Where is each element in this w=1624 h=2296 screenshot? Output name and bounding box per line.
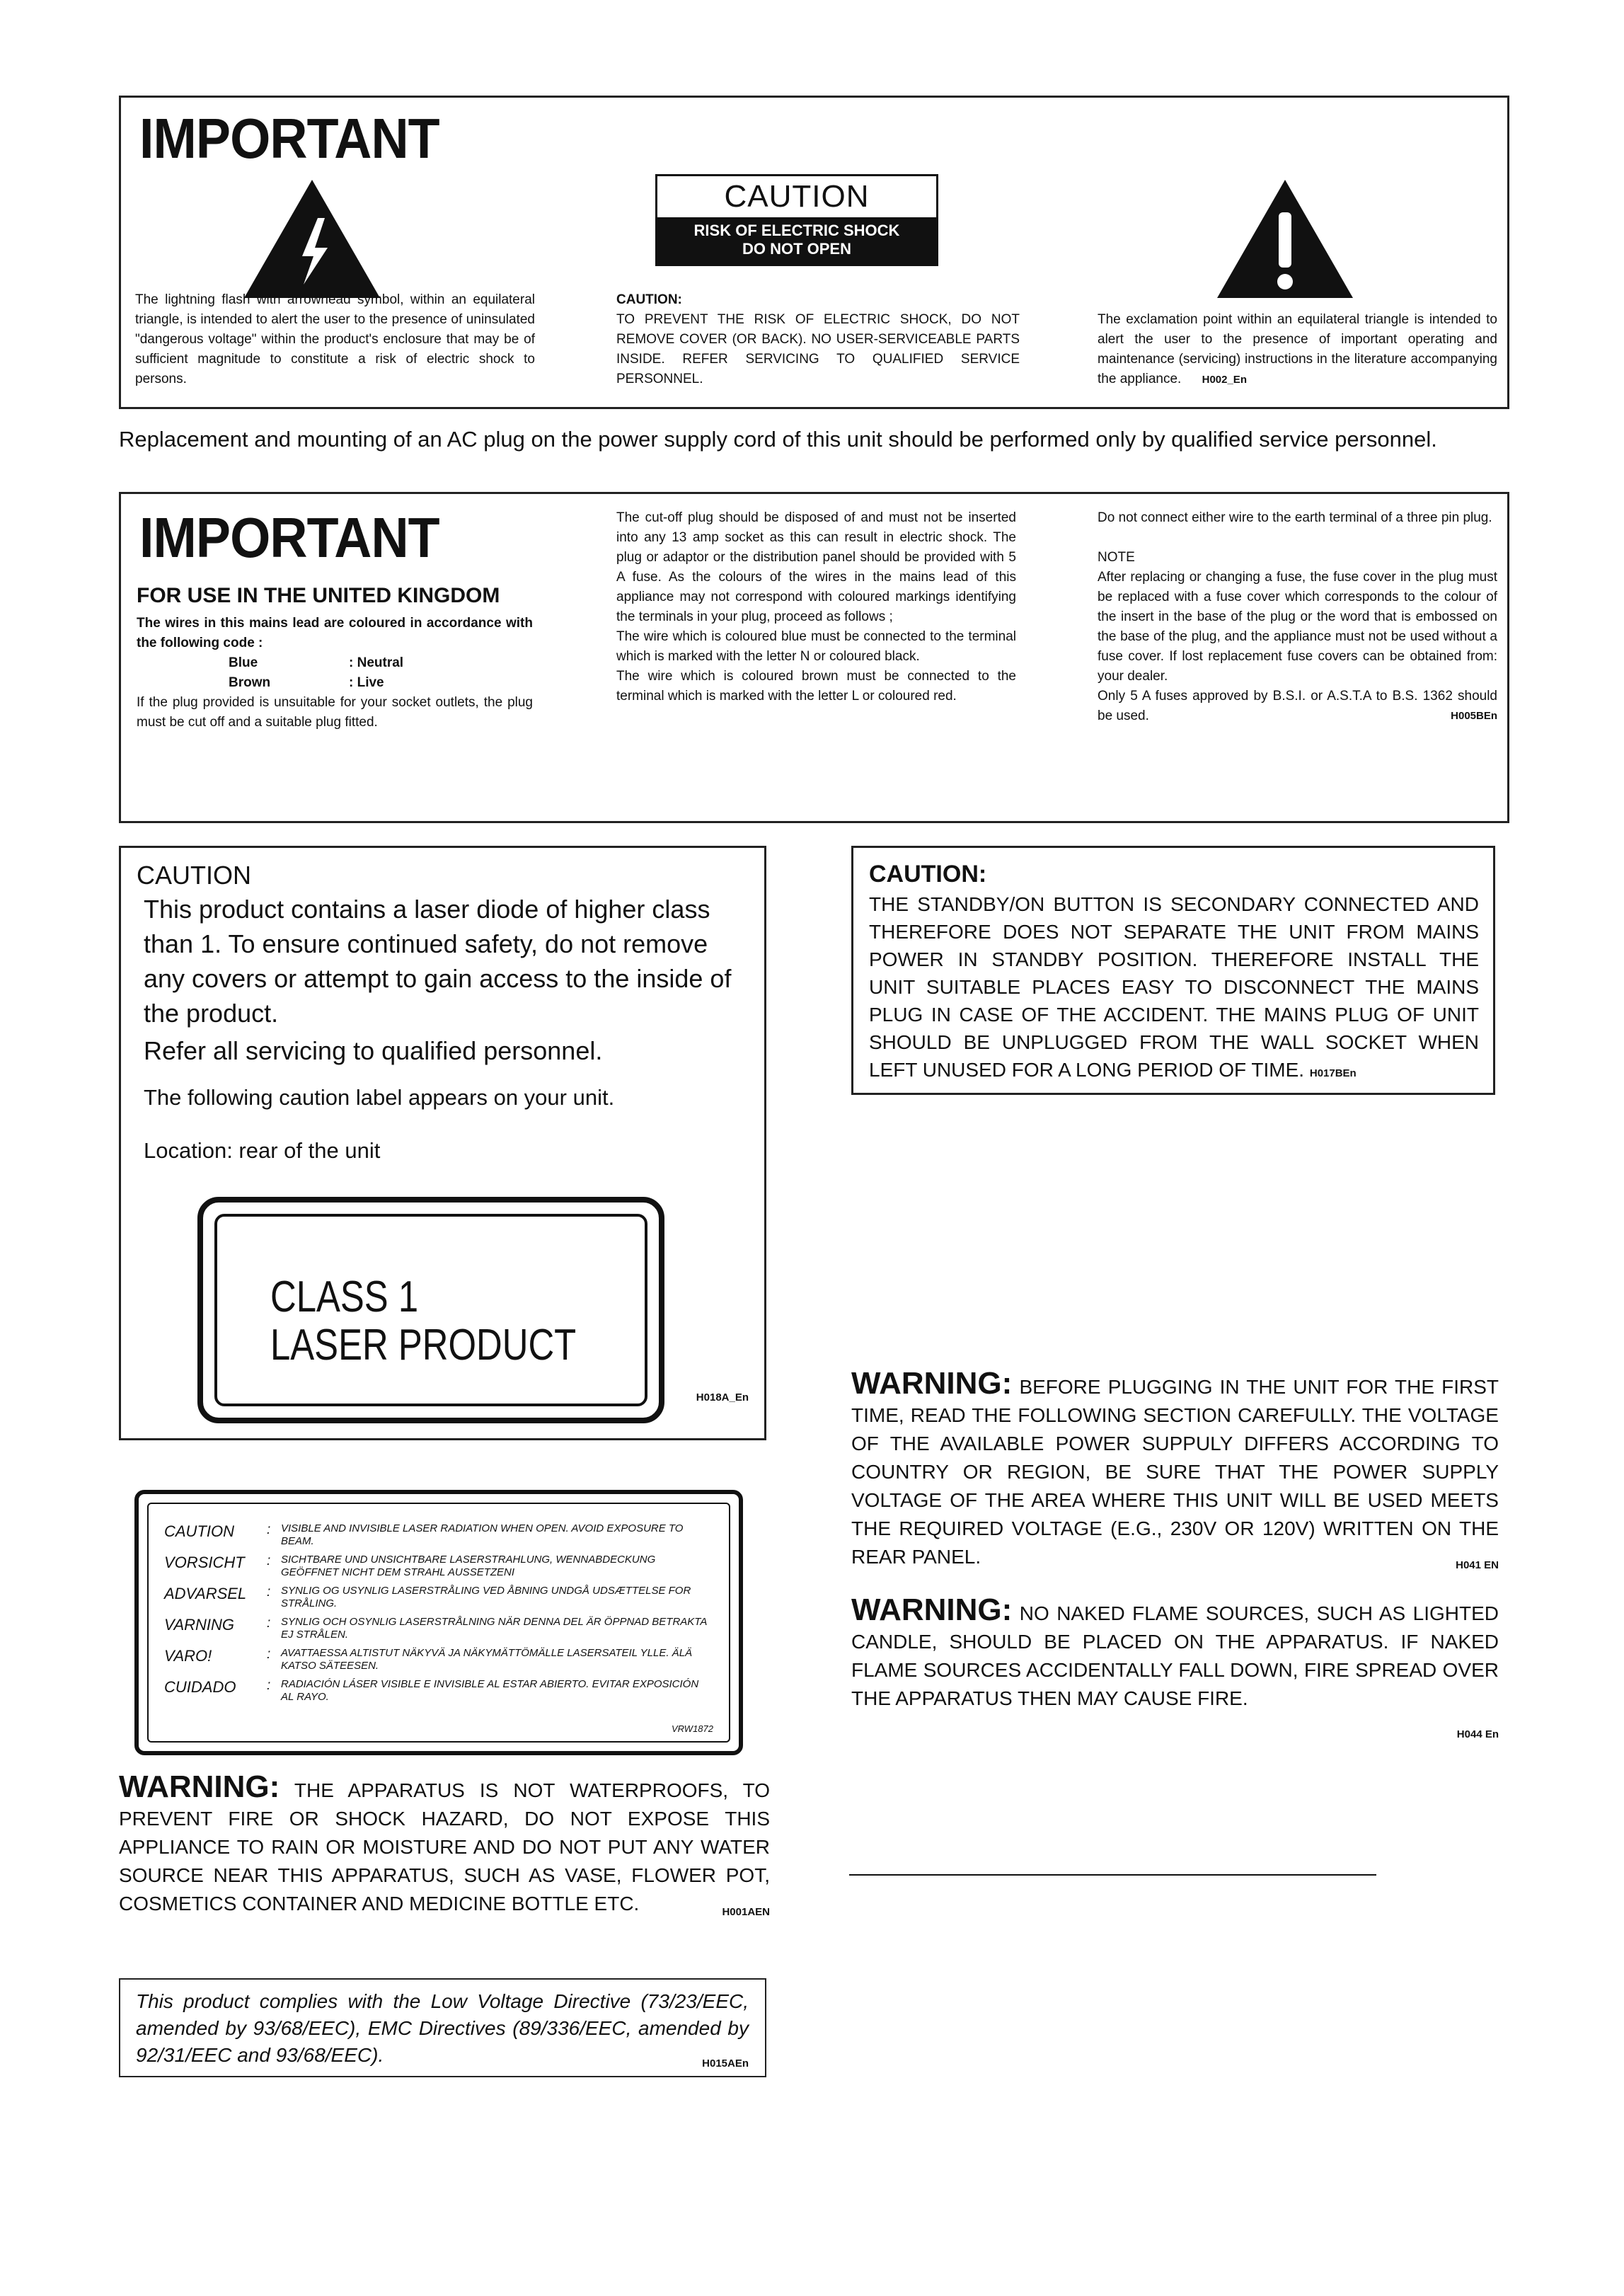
caution-label-top: CAUTION [724, 179, 870, 214]
box2-code: H005BEn [1451, 710, 1497, 722]
laser-row-key: CUIDADO [164, 1678, 236, 1696]
cutoff-plug-text: The cut-off plug should be disposed of and must not be inserted into any 13 amp socket as this can result in electric shock. The plug or adaptor or the distribution panel should be provided with 5 A fuse. As the colours of the wires in the mains lead of this appliance may not correspond with coloured markings identifying the terminals in your plug, proceed as follows ; [616, 510, 1016, 624]
laser-row-key: VARNING [164, 1616, 235, 1634]
class1-label-outer [197, 1197, 664, 1423]
laser-row-caution: CAUTION : VISIBLE AND INVISIBLE LASER RADIATION WHEN OPEN. AVOID EXPOSURE TO BEAM. [164, 1522, 713, 1548]
laser-caution-heading: CAUTION [137, 861, 251, 890]
important-uk-title: IMPORTANT [139, 506, 439, 569]
laser-caution-box [119, 846, 766, 1440]
wire-blue-value: : Neutral [349, 655, 404, 670]
flame-warning [851, 1592, 1499, 1713]
waterproof-warning [119, 1769, 770, 1927]
laser-diode-text: This product contains a laser diode of higher class than 1. To ensure continued safety, do not remove any covers or attempt to gain access to the inside of the product. [144, 895, 732, 1028]
voltage-code: H041 EN [1456, 1559, 1499, 1571]
directive-box [119, 1978, 766, 2077]
fuse-cover-text: After replacing or changing a fuse, the fuse cover in the plug must be replaced with a fuse cover which corresponds to the colour of the insert in the base of the plug or the word that is embossed on the base of the plug, and the appliance must not be used without a fuse cover. If lost replacement fuse covers can be obtained from: your dealer. [1098, 570, 1497, 684]
caution-center-text: TO PREVENT THE RISK OF ELECTRIC SHOCK, DO NOT REMOVE COVER (OR BACK). NO USER-SERVICEABLE PARTS INSIDE. REFER SERVICING TO QUALIFIED SERVICE PERSONNEL. [616, 312, 1020, 386]
exclamation-text: The exclamation point within an equilateral triangle is intended to alert the user to the presence of important operating and maintenance (servicing) instructions in the literature accompanying the appliance. [1098, 312, 1497, 386]
fuse-approved-row [1098, 687, 1497, 726]
voltage-warning-word: WARNING: [851, 1366, 1013, 1401]
caution-label-line1: RISK OF ELECTRIC SHOCK [693, 222, 900, 239]
location-text: Location: rear of the unit [144, 1138, 381, 1163]
uk-col2 [616, 508, 1016, 706]
directive-code: H015AEn [702, 2057, 749, 2070]
laser-product-text: LASER PRODUCT [270, 1321, 577, 1370]
fuse-approved-text: Only 5 A fuses approved by B.S.I. or A.S.T.A to B.S. 1362 should be used. [1098, 689, 1497, 723]
standby-text: THE STANDBY/ON BUTTON IS SECONDARY CONNECTED AND THEREFORE DOES NOT SEPARATE THE UNIT FROM MAINS POWER IN STANDBY POSITION. THEREFORE INSTALL THE UNIT SUITABLE PLACES EASY TO DISCONNECT THE MAINS PLUG IN CASE OF THE ACCIDENT. THE MAINS PLUG OF UNIT SHOULD BE UNPLUGGED FROM THE WALL SOCKET WHEN LEFT UNUSED FOR A LONG PERIOD OF TIME. [869, 893, 1479, 1081]
replacement-notice: Replacement and mounting of an AC plug on the power supply cord of this unit should be performed only by qualified service personnel. [119, 427, 1437, 452]
laser-row-text: SYNLIG OCH OSYNLIG LASERSTRÅLNING NÄR DENNA DEL ÄR ÖPPNAD BETRAKTA EJ STRÅLEN. [281, 1616, 707, 1641]
standby-text-block [869, 890, 1479, 1087]
plug-unsuitable-text: If the plug provided is unsuitable for your socket outlets, the plug must be cut off and a suitable plug fitted. [137, 695, 533, 730]
laser-row-text: SICHTBARE UND UNSICHTBARE LASERSTRAHLUNG, WENNABDECKUNG GEÖFFNET NICHT DEM STRAHL AUSSETZENI [281, 1554, 656, 1578]
lightning-warning-icon [241, 177, 383, 301]
laser-warning-label-inner [147, 1503, 730, 1743]
wires-intro: The wires in this mains lead are coloured in accordance with the following code : [137, 616, 533, 650]
electric-shock-caution-label [655, 174, 938, 266]
wire-blue-label: Blue [229, 655, 258, 670]
laser-warning-rows [164, 1522, 713, 1709]
divider-line [849, 1874, 1376, 1876]
laser-row-key: VARO! [164, 1647, 212, 1665]
standby-caution-heading: CAUTION: [869, 861, 987, 888]
directive-text: This product complies with the Low Voltage Directive (73/23/EEC, amended by 93/68/EEC), EMC Directives (89/336/EEC, amended by 92/31/EEC and 93/68/EEC). [136, 1990, 749, 2066]
caution-label-bottom [657, 217, 936, 264]
lightning-description: The lightning flash with arrowhead symbol, within an equilateral triangle, is intended to alert the user to the presence of uninsulated "dangerous voltage" within the product's enclosure that may be of sufficient magnitude to constitute a risk of electric shock to persons. [135, 292, 535, 386]
voltage-warning [851, 1366, 1499, 1580]
flame-code: H044 En [1456, 1728, 1499, 1740]
laser-warning-label [134, 1490, 743, 1755]
flame-warning-word: WARNING: [851, 1592, 1013, 1627]
wire-brown-row [137, 673, 533, 693]
uk-col1 [137, 582, 533, 733]
laser-row-key: VORSICHT [164, 1554, 245, 1571]
waterproof-code: H001AEN [722, 1906, 770, 1918]
waterproof-warning-text: THE APPARATUS IS NOT WATERPROOFS, TO PREVENT FIRE OR SHOCK HAZARD, DO NOT EXPOSE THIS APPLIANCE TO RAIN OR MOISTURE AND DO NOT PUT ANY WATER SOURCE NEAR THIS APPARATUS, SUCH AS VASE, FLOWER POT, COSMETICS CONTAINER AND MEDICINE BOTTLE ETC. [119, 1779, 770, 1915]
important-box-uk [119, 492, 1509, 823]
laser-row-key: CAUTION [164, 1522, 234, 1540]
exclamation-description [1098, 310, 1497, 390]
standby-code: H017BEn [1309, 1067, 1357, 1079]
important-title: IMPORTANT [139, 107, 439, 170]
class1-text: CLASS 1 [270, 1273, 419, 1321]
brown-wire-text: The wire which is coloured brown must be connected to the terminal which is marked with the letter L or coloured red. [616, 669, 1016, 704]
uk-col3 [1098, 508, 1497, 726]
directive-block [136, 1988, 749, 2077]
laser-box-code: H018A_En [696, 1391, 749, 1404]
laser-row-text: VISIBLE AND INVISIBLE LASER RADIATION WHEN OPEN. AVOID EXPOSURE TO BEAM. [281, 1522, 684, 1547]
laser-label-code: VRW1872 [671, 1723, 713, 1734]
laser-row-varning: VARNING : SYNLIG OCH OSYNLIG LASERSTRÅLNING NÄR DENNA DEL ÄR ÖPPNAD BETRAKTA EJ STRÅLEN. [164, 1616, 713, 1641]
caution-center-block [616, 290, 1020, 389]
standby-caution-box [851, 846, 1495, 1095]
laser-row-key: ADVARSEL [164, 1585, 247, 1602]
caution-label-appears-text: The following caution label appears on your unit. [144, 1085, 615, 1110]
caution-center-heading: CAUTION: [616, 292, 682, 307]
wire-brown-label: Brown [229, 675, 271, 690]
laser-row-varo: VARO! : AVATTAESSA ALTISTUT NÄKYVÄ JA NÄKYMÄTTÖMÄLLE LASERSATEIL YLLE. ÄLÄ KATSO SÄTEESEN. [164, 1647, 713, 1672]
class1-label-inner [214, 1214, 647, 1406]
wire-blue-row [137, 653, 533, 673]
laser-row-text: RADIACIÓN LÁSER VISIBLE E INVISIBLE AL ESTAR ABIERTO. EVITAR EXPOSICIÓN AL RAYO. [281, 1678, 699, 1703]
flame-warning-text: NO NAKED FLAME SOURCES, SUCH AS LIGHTED CANDLE, SHOULD BE PLACED ON THE APPARATUS. IF NAKED FLAME SOURCES ACCIDENTALLY FALL DOWN, FIRE SPREAD OVER THE APPARATUS THEN MAY CAUSE FIRE. [851, 1602, 1499, 1709]
laser-row-text: AVATTAESSA ALTISTUT NÄKYVÄ JA NÄKYMÄTTÖMÄLLE LASERSATEIL YLLE. ÄLÄ KATSO SÄTEESEN. [281, 1647, 693, 1672]
exclamation-warning-icon [1214, 177, 1356, 301]
refer-servicing-text: Refer all servicing to qualified personnel. [144, 1036, 603, 1065]
laser-row-advarsel: ADVARSEL : SYNLIG OG USYNLIG LASERSTRÅLING VED ÅBNING UNDGÅ UDSÆTTELSE FOR STRÅLING. [164, 1585, 713, 1610]
wire-brown-value: : Live [349, 675, 384, 690]
earth-terminal-text: Do not connect either wire to the earth terminal of a three pin plug. [1098, 510, 1492, 525]
important-box-top [119, 96, 1509, 409]
laser-row-vorsicht: VORSICHT : SICHTBARE UND UNSICHTBARE LASERSTRAHLUNG, WENNABDECKUNG GEÖFFNET NICHT DEM STRAHL AUSSETZENI [164, 1554, 713, 1579]
voltage-warning-text: BEFORE PLUGGING IN THE UNIT FOR THE FIRST TIME, READ THE FOLLOWING SECTION CAREFULLY. THE VOLTAGE OF THE AVAILABLE POWER SUPPULY DIFFERS ACCORDING TO COUNTRY OR REGION, BE SURE THAT THE POWER SUPPLY VOLTAGE OF THE AREA WHERE THIS UNIT WILL BE USED MEETS THE REQUIRED VOLTAGE (E.G., 230V OR 120V) WRITTEN ON THE REAR PANEL. [851, 1376, 1499, 1568]
blue-wire-text: The wire which is coloured blue must be connected to the terminal which is marked with the letter N or coloured black. [616, 629, 1016, 664]
waterproof-warning-word: WARNING: [119, 1769, 280, 1804]
laser-row-text: SYNLIG OG USYNLIG LASERSTRÅLING VED ÅBNING UNDGÅ UDSÆTTELSE FOR STRÅLING. [281, 1585, 691, 1609]
caution-label-line2: DO NOT OPEN [742, 240, 851, 258]
note-label: NOTE [1098, 550, 1135, 565]
box1-code: H002_En [1202, 374, 1247, 386]
uk-heading: FOR USE IN THE UNITED KINGDOM [137, 584, 500, 607]
laser-row-cuidado: CUIDADO : RADIACIÓN LÁSER VISIBLE E INVISIBLE AL ESTAR ABIERTO. EVITAR EXPOSICIÓN AL RAYO. [164, 1678, 713, 1704]
